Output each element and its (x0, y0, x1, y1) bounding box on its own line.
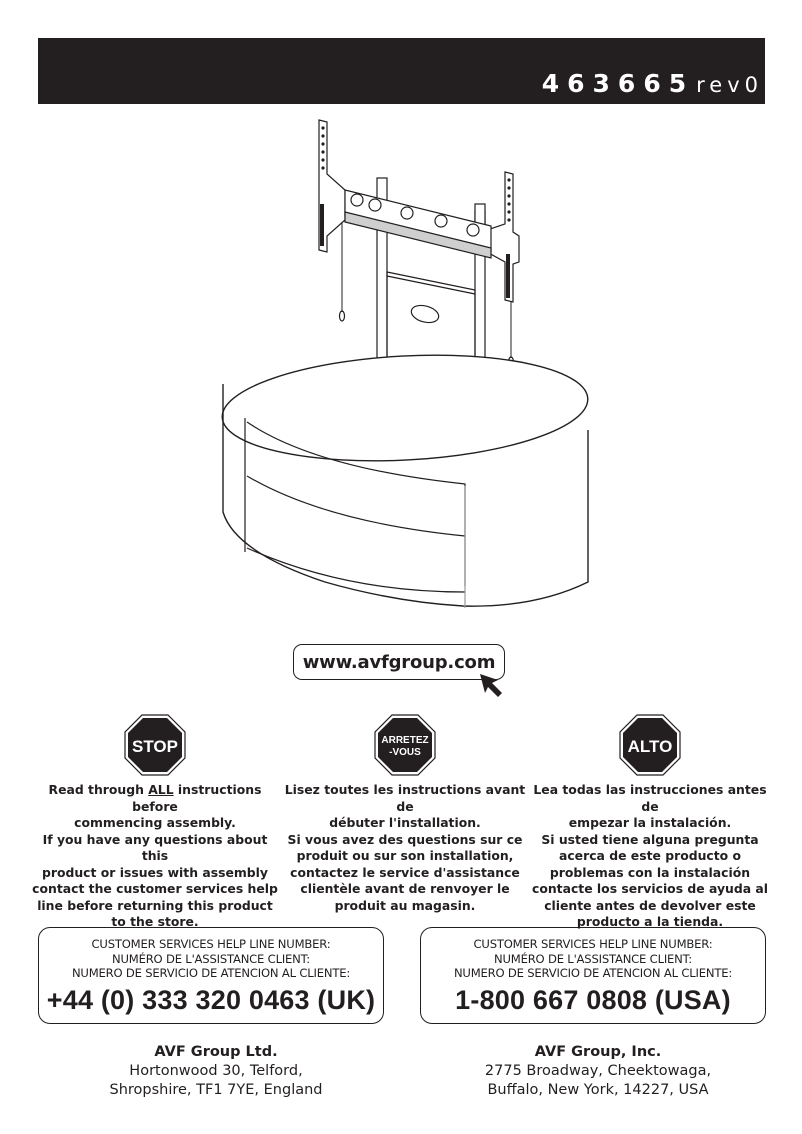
stop-sign-text: STOP (132, 737, 178, 756)
warning-spanish (528, 714, 772, 931)
warning-line: Lea todas las instrucciones antes de (533, 782, 767, 814)
emphasis-all: ALL (148, 782, 174, 797)
address-line: Hortonwood 30, Telford, (129, 1063, 303, 1079)
warning-line: acerca de este producto o (558, 848, 742, 863)
warning-line: If you have any questions about this (42, 831, 268, 863)
warning-line: Si vous avez des questions sur ce (287, 831, 523, 847)
address-line: 2775 Broadway, Cheektowaga, (484, 1063, 712, 1079)
stop-sign-text-line2: -VOUS (389, 747, 421, 758)
warning-english (30, 714, 280, 931)
warning-text-en-1: Read through ALL instructions before (48, 782, 262, 814)
warning-line: clientèle avant de renvoyer le (300, 881, 510, 896)
warning-line: Lisez toutes les instructions avant de (284, 782, 526, 814)
company-name: AVF Group Ltd. (154, 1044, 278, 1060)
stop-sign-text-line1: ARRETEZ (381, 735, 429, 746)
warning-line: débuter l'installation. (329, 815, 481, 830)
warning-line: produit au magasin. (334, 897, 476, 913)
address-uk (58, 1043, 374, 1100)
helpline-usa (420, 927, 766, 1024)
helpline-phone-usa[interactable]: 1-800 667 0808 (USA) (455, 984, 731, 1015)
warning-line: cliente antes de devolver este (544, 897, 756, 913)
product-code (542, 69, 763, 98)
helpline-label: NUMERO DE SERVICIO DE ATENCION AL CLIENTE: (453, 966, 733, 980)
warning-line: contacte los servicios de ayuda al (531, 881, 769, 896)
warning-line: producto a la tienda. (576, 914, 724, 929)
warning-line: product or issues with assembly (42, 864, 268, 880)
header-banner (38, 38, 765, 104)
warning-line: empezar la instalación. (568, 815, 732, 830)
helpline-phone-uk[interactable]: +44 (0) 333 320 0463 (UK) (46, 984, 376, 1015)
helpline-label: NUMERO DE SERVICIO DE ATENCION AL CLIENTE: (71, 966, 351, 980)
warning-line: commencing assembly. (74, 815, 236, 830)
address-usa (440, 1043, 756, 1100)
warning-line: to the store. (111, 914, 199, 929)
company-name: AVF Group, Inc. (534, 1044, 662, 1060)
warning-french (280, 714, 530, 914)
address-line: Buffalo, New York, 14227, USA (487, 1082, 709, 1098)
warning-line: Si usted tiene alguna pregunta (541, 831, 759, 847)
stop-sign-text: ALTO (627, 737, 673, 756)
website-link[interactable]: www.avfgroup.com (293, 644, 505, 680)
helpline-label: NUMÉRO DE L'ASSISTANCE CLIENT: (112, 951, 310, 966)
warning-line: problemas con la instalación (549, 864, 751, 880)
warning-line: contactez le service d'assistance (290, 864, 520, 880)
helpline-label: NUMÉRO DE L'ASSISTANCE CLIENT: (494, 951, 692, 966)
stop-sign-icon (374, 714, 436, 776)
stop-sign-icon (619, 714, 681, 776)
tv-stand-illustration (195, 112, 615, 632)
warning-line: line before returning this product (37, 897, 273, 913)
mouse-pointer-icon (478, 672, 506, 700)
warning-line (30, 782, 280, 815)
helpline-label: CUSTOMER SERVICES HELP LINE NUMBER: (473, 937, 713, 951)
warning-line: produit ou sur son installation, (296, 848, 514, 863)
product-number: 463665 (541, 69, 695, 98)
warning-line: contact the customer services help (32, 881, 278, 896)
stop-sign-icon (124, 714, 186, 776)
helpline-label: CUSTOMER SERVICES HELP LINE NUMBER: (91, 937, 331, 951)
helpline-uk (38, 927, 384, 1024)
revision-label: rev0 (696, 73, 763, 97)
address-line: Shropshire, TF1 7YE, England (109, 1082, 323, 1098)
